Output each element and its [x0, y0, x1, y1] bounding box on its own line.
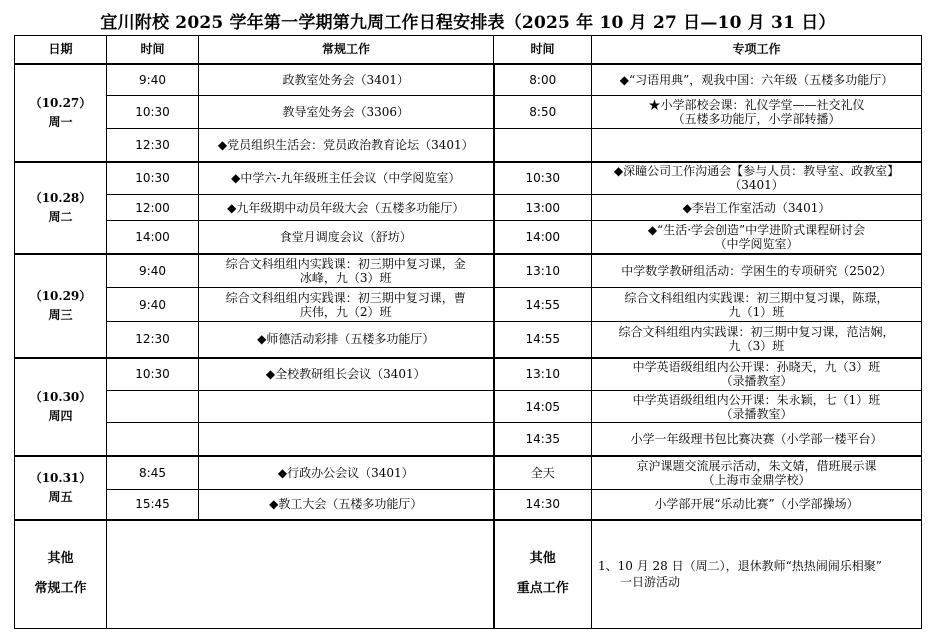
- special-task: 综合文科组组内实践课：初三期中复习课，陈璟， 九（1）班: [592, 288, 922, 322]
- header-routine: 常规工作: [199, 36, 494, 64]
- special-task: ◆“生活·学会创造”中学进阶式课程研讨会 （中学阅览室）: [592, 221, 922, 254]
- routine-task: [199, 391, 494, 423]
- routine-task: ◆行政办公会议（3401）: [199, 456, 494, 490]
- day-weekday: 周五: [48, 489, 73, 504]
- routine-time: [107, 423, 199, 456]
- table-row: [15, 254, 922, 288]
- special-task: 中学英语级组组内公开课：孙晓天，九（3）班 （录播教室）: [592, 358, 922, 391]
- other-key-content: [592, 520, 922, 629]
- special-time: 14:35: [494, 423, 592, 456]
- table-row: [15, 322, 922, 358]
- special-task: 小学一年级理书包比赛决赛（小学部一楼平台）: [592, 423, 922, 456]
- routine-task: 综合文科组组内实践课：初三期中复习课，曹 庆伟，九（2）班: [199, 288, 494, 322]
- routine-time: 12:00: [107, 195, 199, 221]
- page-title: 宜川附校 2025 学年第一学期第九周工作日程安排表（2025 年 10 月 27 日—10 月 31 日）: [100, 13, 836, 33]
- day-date: （10.28）: [29, 190, 92, 205]
- other-label-line: 其他: [529, 551, 556, 567]
- table-row: [15, 129, 922, 162]
- day-date: （10.27）: [29, 95, 92, 110]
- table-row: [15, 456, 922, 490]
- routine-time: 8:45: [107, 456, 199, 490]
- routine-time: 9:40: [107, 64, 199, 96]
- routine-time: 10:30: [107, 96, 199, 129]
- routine-task: ◆全校教研组长会议（3401）: [199, 358, 494, 391]
- table-row: [15, 162, 922, 195]
- special-task: 中学数学教研组活动：学困生的专项研究（2502）: [592, 254, 922, 288]
- routine-task: ◆教工大会（五楼多功能厅）: [199, 490, 494, 520]
- routine-time: 10:30: [107, 162, 199, 195]
- routine-task: ◆九年级期中动员年级大会（五楼多功能厅）: [199, 195, 494, 221]
- routine-task: 教导室处务会（3306）: [199, 96, 494, 129]
- routine-time: 14:00: [107, 221, 199, 254]
- special-task: [592, 129, 922, 162]
- table-row: [15, 423, 922, 456]
- header-date: 日期: [15, 36, 107, 64]
- routine-time: [107, 391, 199, 423]
- routine-time: 15:45: [107, 490, 199, 520]
- day-weekday: 周三: [48, 307, 73, 322]
- routine-task: [199, 423, 494, 456]
- routine-task: ◆师德活动彩排（五楼多功能厅）: [199, 322, 494, 358]
- header-time: 时间: [107, 36, 199, 64]
- table-row: [15, 221, 922, 254]
- routine-task: 政教室处务会（3401）: [199, 64, 494, 96]
- other-row: [15, 520, 922, 629]
- special-task: 京沪课题交流展示活动，朱文婧，借班展示课 （上海市金鼎学校）: [592, 456, 922, 490]
- other-label-line: 其他: [47, 551, 74, 567]
- header-row: [15, 36, 922, 64]
- special-task: ◆“习语用典”，观我中国：六年级（五楼多功能厅）: [592, 64, 922, 96]
- special-task: ◆深瞳公司工作沟通会【参与人员：教导室、政教室】 （3401）: [592, 162, 922, 195]
- special-time: 10:30: [494, 162, 592, 195]
- day-cell: [15, 64, 107, 162]
- schedule-table: [14, 35, 922, 629]
- table-row: [15, 391, 922, 423]
- other-key-label: [494, 520, 592, 629]
- day-cell: [15, 456, 107, 520]
- day-weekday: 周一: [48, 114, 73, 129]
- special-time: 13:10: [494, 358, 592, 391]
- special-time: 14:55: [494, 288, 592, 322]
- routine-time: 9:40: [107, 254, 199, 288]
- special-time: 13:00: [494, 195, 592, 221]
- note-line: 1、10 月 28 日（周二），退休教师“热热闹闹乐相聚”: [598, 559, 882, 574]
- table-row: [15, 96, 922, 129]
- special-task: 小学部开展“乐动比赛”（小学部操场）: [592, 490, 922, 520]
- special-time: 8:50: [494, 96, 592, 129]
- other-routine-content: [107, 520, 494, 629]
- special-task: 中学英语级组组内公开课：朱永颖，七（1）班 （录播教室）: [592, 391, 922, 423]
- routine-time: 10:30: [107, 358, 199, 391]
- day-date: （10.29）: [29, 288, 92, 303]
- day-cell: [15, 358, 107, 456]
- special-task: ◆李岩工作室活动（3401）: [592, 195, 922, 221]
- day-weekday: 周四: [48, 408, 73, 423]
- table-row: [15, 288, 922, 322]
- special-task: ★小学部校会课：礼仪学堂——社交礼仪 （五楼多功能厅，小学部转播）: [592, 96, 922, 129]
- special-task: 综合文科组组内实践课：初三期中复习课，范洁娴， 九（3）班: [592, 322, 922, 358]
- special-time: 8:00: [494, 64, 592, 96]
- special-time: 14:30: [494, 490, 592, 520]
- table-row: [15, 195, 922, 221]
- other-label-line: 常规工作: [34, 581, 87, 597]
- routine-time: 9:40: [107, 288, 199, 322]
- table-row: [15, 490, 922, 520]
- header-special: 专项工作: [592, 36, 922, 64]
- routine-time: 12:30: [107, 322, 199, 358]
- day-weekday: 周二: [48, 209, 73, 224]
- table-row: [15, 358, 922, 391]
- day-date: （10.31）: [29, 470, 92, 485]
- day-cell: [15, 162, 107, 254]
- routine-task: 食堂月调度会议（舒坊）: [199, 221, 494, 254]
- routine-task: ◆党员组织生活会：党员政治教育论坛（3401）: [199, 129, 494, 162]
- special-time: 14:55: [494, 322, 592, 358]
- routine-task: ◆中学六-九年级班主任会议（中学阅览室）: [199, 162, 494, 195]
- routine-task: 综合文科组组内实践课：初三期中复习课，金 冰峰，九（3）班: [199, 254, 494, 288]
- special-time: 全天: [494, 456, 592, 490]
- note-line: 一日游活动: [620, 575, 681, 590]
- day-cell: [15, 254, 107, 358]
- other-label-line: 重点工作: [516, 581, 569, 597]
- special-time: 13:10: [494, 254, 592, 288]
- special-time: [494, 129, 592, 162]
- special-time: 14:00: [494, 221, 592, 254]
- special-time: 14:05: [494, 391, 592, 423]
- other-routine-label: [15, 520, 107, 629]
- routine-time: 12:30: [107, 129, 199, 162]
- header-time: 时间: [494, 36, 592, 64]
- day-date: （10.30）: [29, 389, 92, 404]
- table-row: [15, 64, 922, 96]
